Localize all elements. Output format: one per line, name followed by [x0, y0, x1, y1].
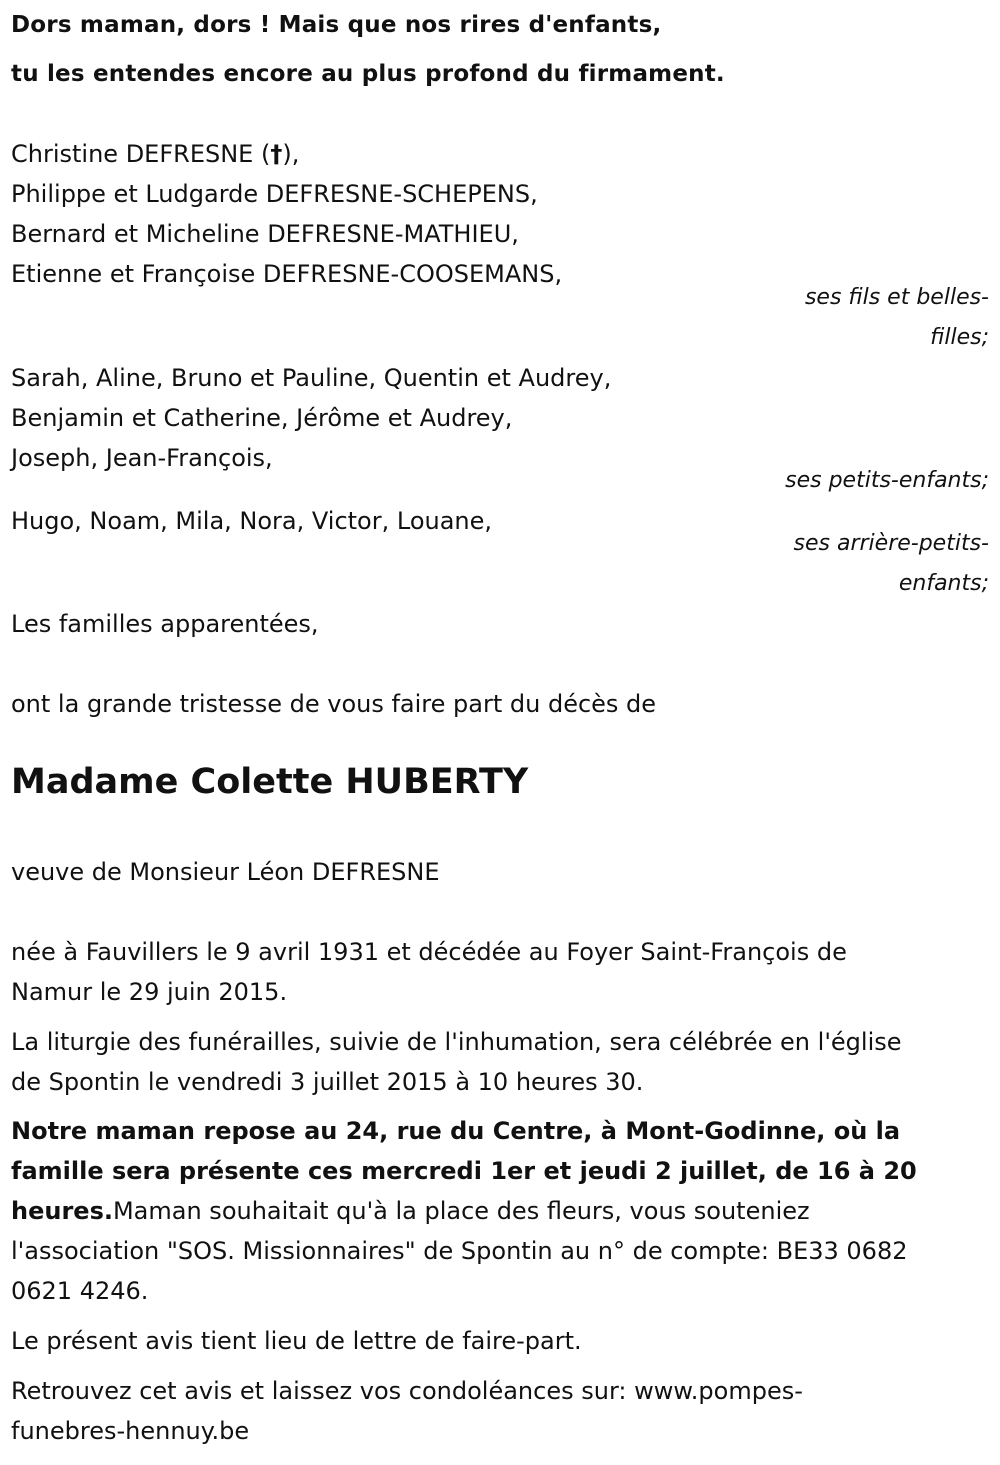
epigraph-line-1: Dors maman, dors ! Mais que nos rires d'enfants, — [11, 12, 662, 38]
grandchildren-line-1: Sarah, Aline, Bruno et Pauline, Quentin et Audrey, — [11, 364, 612, 392]
cross-icon: † — [270, 140, 283, 168]
sons-note-line-1: ses fils et belles- — [804, 285, 989, 310]
repose-line-5: 0621 4246. — [11, 1277, 149, 1305]
repose-line-4: l'association "SOS. Missionnaires" de Spontin au n° de compte: BE33 0682 — [11, 1237, 908, 1265]
grandchildren-note: ses petits-enfants; — [785, 468, 989, 493]
birth-death-line-2: Namur le 29 juin 2015. — [11, 978, 288, 1006]
birth-death-line-1: née à Fauvillers le 9 avril 1931 et décédée au Foyer Saint-François de — [11, 938, 847, 966]
grandchildren-line-2: Benjamin et Catherine, Jérôme et Audrey, — [11, 404, 513, 432]
son-line-3: Bernard et Micheline DEFRESNE-MATHIEU, — [11, 220, 519, 248]
son-line-1-prefix: Christine DEFRESNE ( — [11, 140, 271, 168]
liturgy-line-1: La liturgie des funérailles, suivie de l'inhumation, sera célébrée en l'église — [11, 1028, 902, 1056]
liturgy-line-2: de Spontin le vendredi 3 juillet 2015 à 10 heures 30. — [11, 1068, 644, 1096]
deceased-name: Madame Colette HUBERTY — [11, 762, 529, 802]
notice-line: Le présent avis tient lieu de lettre de faire-part. — [11, 1327, 582, 1355]
son-line-1 — [11, 140, 299, 168]
families-line: Les familles apparentées, — [11, 610, 319, 638]
repose-line-2: famille sera présente ces mercredi 1er et jeudi 2 juillet, de 16 à 20 — [11, 1157, 917, 1185]
great-grandchildren-note-line-2: enfants; — [898, 571, 989, 596]
widow-of-line: veuve de Monsieur Léon DEFRESNE — [11, 858, 440, 886]
condolences-line-2: funebres-hennuy.be — [11, 1417, 250, 1445]
repose-line-3-bold: heures. — [11, 1197, 113, 1225]
son-line-2: Philippe et Ludgarde DEFRESNE-SCHEPENS, — [11, 180, 538, 208]
epigraph-line-2: tu les entendes encore au plus profond du firmament. — [11, 61, 725, 87]
repose-line-3 — [11, 1197, 810, 1225]
condolences-line-1: Retrouvez cet avis et laissez vos condoléances sur: www.pompes- — [11, 1377, 803, 1405]
announcement-line: ont la grande tristesse de vous faire part du décès de — [11, 690, 657, 718]
son-line-1-suffix: ), — [282, 140, 300, 168]
repose-line-3-normal: Maman souhaitait qu'à la place des fleurs, vous souteniez — [112, 1197, 810, 1225]
repose-line-1: Notre maman repose au 24, rue du Centre, à Mont-Godinne, où la — [11, 1117, 901, 1145]
grandchildren-line-3: Joseph, Jean-François, — [11, 444, 273, 472]
son-line-4: Etienne et Françoise DEFRESNE-COOSEMANS, — [11, 260, 563, 288]
great-grandchildren-line-1: Hugo, Noam, Mila, Nora, Victor, Louane, — [11, 507, 493, 535]
sons-note-line-2: filles; — [930, 325, 989, 350]
great-grandchildren-note-line-1: ses arrière-petits- — [793, 531, 989, 556]
